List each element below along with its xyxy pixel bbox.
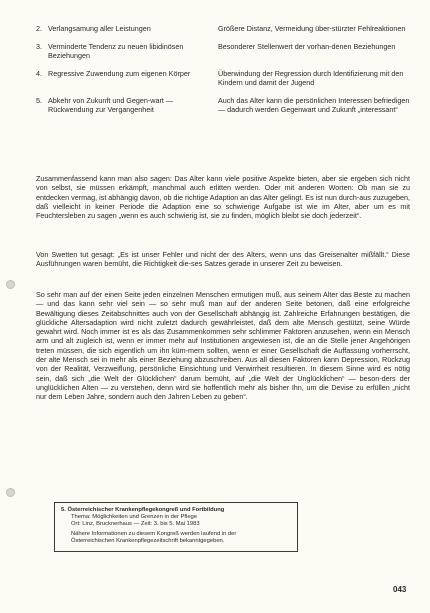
list-right-text: Besonderer Stellenwert der vorhan-denen Beziehungen: [218, 42, 396, 51]
announcement-title: 5. Österreichischer Krankenpflegekongreß und Fortbildung: [61, 507, 225, 513]
announcement-location: Ort: Linz, Brucknerhaus — Zeit: 3. bis 5. Mai 1983: [71, 521, 200, 527]
list-item: [36, 69, 410, 87]
list-number: 2.: [36, 24, 42, 33]
list-right-text: Größere Distanz, Vermeidung über-stürzter Fehlreaktionen: [218, 24, 406, 33]
announcement-note: Nähere Informationen zu diesem Kongreß werden laufend in der: [71, 531, 237, 537]
page-number: 043: [393, 585, 407, 594]
punch-hole-decoration: [6, 488, 15, 497]
punch-hole-decoration: [6, 280, 15, 289]
summary-paragraph: Zusammenfassend kann man also sagen: Das Alter kann viele positive Aspekte bieten, aber sie ergeben sich nicht von selbst, sie müssen erkämpft, manchmal auch erlitten werden. Oder mit anderen Worten: Ob man sie zu entdecken vermag, ist abhängig davon, ob die richtige Adaption an das Alter gelingt. Es ist nun durch-aus zuzugeben, daß vielleicht in keiner Periode die Adaption eine so schwierige Aufgabe ist wie im Alter, aber um es mit Feuchtersleben zu sagen „wenn es auch schwierig ist, sie zu finden, möglich bleibt sie doch jederzeit“.: [36, 174, 410, 221]
society-paragraph: So sehr man auf der einen Seite jeden einzelnen Menschen ermutigen muß, aus seinem Alter das Beste zu machen — und das kann sehr viel sein — so sehr muß man auf der anderen Seite betonen, daß eine erfolgreiche Bewältigung dieses Zeitabschnittes auch von der Gesellschaft abhängig ist. Zahlreiche Erfahrungen bestätigen, die glückliche Altersadaption wird nicht zuletzt dadurch gewährleistet, daß dem alte Mensch gestützt, seine Würde gewahrt wird. Noch immer ist es als das Zusammenkommen sehr schlimmer Faktoren anzusehen, wenn ein Mensch arm und alt zugleich ist, wenn er immer mehr auf Institutionen angewiesen ist, die an die Stelle jener Angehörigen treten müssen, die sich eigentlich um ihn küm-mern sollten, wenn er einer Gesellschaft die Auffassung vorherrscht, der alte Mensch sei in mehr als einer Beziehung abzuschreiben. Aus all diesen Faktoren kann Depression, Rückzug von der Realität, Verzweiflung, persönliche Einsichtung und Verwirrheit resultieren. In diesem Sinne wird es nötig sein, daß sich „die Welt der Glücklichen“ darum bemüht, auf „die Welt der Unglücklichen“ — beson-ders der unglücklichen Alten — zu verstehen, denn wird sie hoffentlich mehr als bisher Ihn, um die Devise zu erfüllen „nicht nur dem Leben Jahre, sondern auch den Jahren Leben zu geben“.: [36, 290, 410, 402]
announcement-theme: Thema: Möglichkeiten und Grenzen in der Pflege: [71, 514, 197, 520]
list-left-text: Abkehr von Zukunft und Gegen-wart — Rückwendung zur Vergangenheit: [48, 96, 174, 114]
list-number: 5.: [36, 96, 42, 105]
list-item: [36, 42, 410, 60]
list-left-text: Regressive Zuwendung zum eigenen Körper: [48, 69, 191, 78]
list-item: [36, 24, 410, 33]
list-number: 3.: [36, 42, 42, 51]
list-right-text: Überwindung der Regression durch Identifizierung mit den Kindern und damit der Jugend: [218, 69, 404, 87]
announcement-note: Österreichischen Krankenpflegezeitschrift bekanntgegeben.: [71, 538, 225, 544]
list-left-text: Verminderte Tendenz zu neuen libidinösen Beziehungen: [48, 42, 184, 60]
quote-paragraph: Von Swetten tut gesagt: „Es ist unser Fehler und nicht der des Alters, wenn uns das Greisenalter mißfällt.“ Diese Ausführungen waren bemüht, die Richtigkeit die-ses Satzes gerade in unserer Zeit zu beweisen.: [36, 250, 410, 269]
list-right-text: Auch das Alter kann die persönlichen Interessen befriedigen — dadurch werden Gegenwart und Zukunft „interessant“: [218, 96, 410, 114]
comparison-list: [36, 24, 410, 123]
list-left-text: Verlangsamung aller Leistungen: [48, 24, 151, 33]
congress-announcement-box: [54, 502, 298, 552]
list-number: 4.: [36, 69, 42, 78]
list-item: [36, 96, 410, 114]
